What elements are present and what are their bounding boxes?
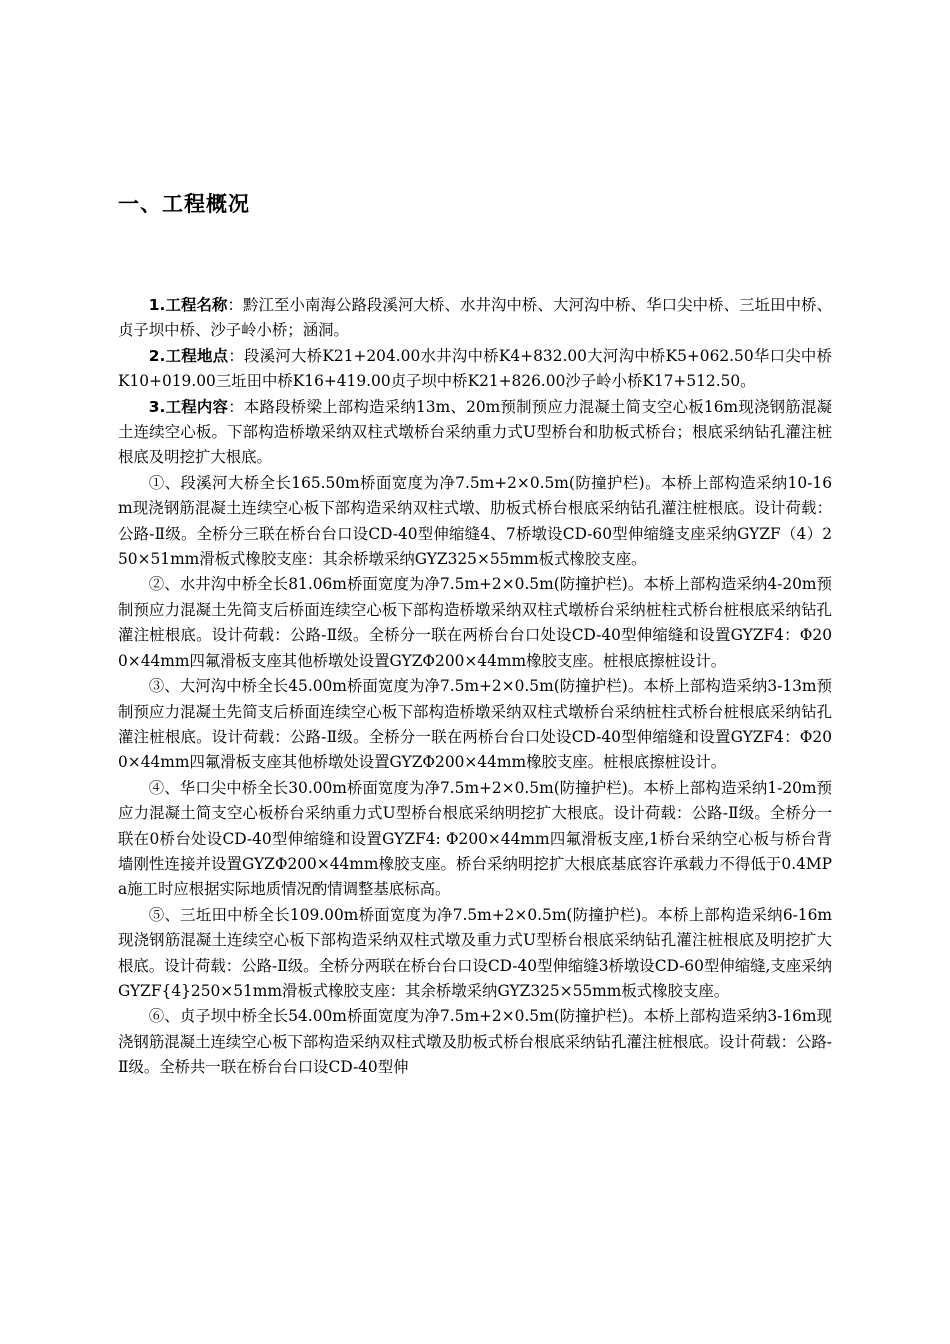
project-content-text: 本路段桥梁上部构造采纳13m、20m预制预应力混凝土简支空心板16m现浇钢筋混凝土连续空心板。下部构造桥墩采纳双柱式墩桥台采纳重力式U型桥台和肋板式桥台；根底采纳钻孔灌注桩根底及明挖扩大根底。 bbox=[118, 397, 832, 467]
project-content-label: 3.工程内容 bbox=[148, 397, 229, 416]
bridge-paragraph-2: ②、水井沟中桥全长81.06m桥面宽度为净7.5m+2×0.5m(防撞护栏)。本桥上部构造采纳4-20m预制预应力混凝土先简支后桥面连续空心板下部构造桥墩采纳双柱式墩桥台采纳桩柱式桥台桩根底采纳钻孔灌注桩根底。设计荷载：公路-Ⅱ级。全桥分一联在两桥台台口处设CD-40型伸缩缝和设置GYZF4：Φ200×44mm四氟滑板支座其他桥墩处设置GYZΦ200×44mm橡胶支座。桩根底擦桩设计。 bbox=[118, 575, 832, 670]
project-location-sep: ： bbox=[228, 346, 245, 365]
project-content-paragraph bbox=[118, 395, 832, 471]
project-content-sep: ： bbox=[228, 397, 244, 416]
bridge-paragraph-1: ①、段溪河大桥全长165.50m桥面宽度为净7.5m+2×0.5m(防撞护栏)。本桥上部构造采纳10-16m现浇钢筋混凝土连续空心板下部构造采纳双柱式墩、肋板式桥台根底采纳钻孔灌注桩根底。设计荷载：公路-Ⅱ级。全桥分三联在桥台台口设CD-40型伸缩缝4、7桥墩设CD-60型伸缩缝支座采纳GYZF（4）250×51mm滑板式橡胶支座：其余桥墩采纳GYZ325×55mm板式橡胶支座。 bbox=[118, 473, 832, 569]
bridge-paragraph-5: ⑤、三坵田中桥全长109.00m桥面宽度为净7.5m+2×0.5m(防撞护栏)。本桥上部构造采纳6-16m现浇钢筋混凝土连续空心板下部构造采纳双柱式墩及重力式U型桥台根底采纳钻孔灌注桩根底及明挖扩大根底。设计荷载：公路-Ⅱ级。全桥分两联在桥台台口设CD-40型伸缩缝3桥墩设CD-60型伸缩缝,支座采纳GYZF{4}250×51mm滑板式橡胶支座：其余桥墩采纳GYZ325×55mm板式橡胶支座。 bbox=[118, 905, 832, 1000]
bridge-paragraph-3: ③、大河沟中桥全长45.00m桥面宽度为净7.5m+2×0.5m(防撞护栏)。本桥上部构造采纳3-13m预制预应力混凝土先简支后桥面连续空心板下部构造桥墩采纳双柱式墩桥台采纳桩柱式桥台桩根底采纳钻孔灌注桩根底。设计荷载：公路-Ⅱ级。全桥分一联在两桥台台口处设CD-40型伸缩缝和设置GYZF4：Φ200×44mm四氟滑板支座其他桥墩处设置GYZΦ200×44mm橡胶支座。桩根底擦桩设计。 bbox=[118, 677, 832, 772]
project-name-text: 黔江至小南海公路段溪河大桥、水井沟中桥、大河沟中桥、华口尖中桥、三坵田中桥、贞子坝中桥、沙子岭小桥；涵洞。 bbox=[118, 296, 832, 340]
bridge-paragraph-6: ⑥、贞子坝中桥全长54.00m桥面宽度为净7.5m+2×0.5m(防撞护栏)。本桥上部构造采纳3-16m现浇钢筋混凝土连续空心板下部构造采纳双柱式墩及肋板式桥台根底采纳钻孔灌注桩根底。设计荷载：公路-Ⅱ级。全桥共一联在桥台台口设CD-40型伸 bbox=[118, 1007, 832, 1077]
bridge-paragraph-4: ④、华口尖中桥全长30.00m桥面宽度为净7.5m+2×0.5m(防撞护栏)。本桥上部构造采纳1-20m预应力混凝土简支空心板桥台采纳重力式U型桥台根底采纳明挖扩大根底。设计荷载：公路-Ⅱ级。全桥分一联在0桥台处设CD-40型伸缩缝和设置GYZF4: Φ200×44mm四氟滑板支座,1桥台采纳空心板与桥台背墙刚性连接并设置GYZΦ200×44mm橡胶支座。桥台采纳明挖扩大根底基底容许承载力不得低于0.4MPa施工时应根据实际地质情况酌情调整基底标高。 bbox=[118, 778, 832, 899]
project-name-paragraph bbox=[118, 293, 832, 344]
project-location-text: 段溪河大桥K21+204.00水井沟中桥K4+832.00大河沟中桥K5+062.50华口尖中桥K10+019.00三坵田中桥K16+419.00贞子坝中桥K21+826.00沙子岭小桥K17+512.50。 bbox=[118, 346, 832, 391]
project-name-label: 1.工程名称 bbox=[148, 296, 228, 314]
section-heading: 一、工程概况 bbox=[118, 192, 250, 216]
project-location-label: 2.工程地点 bbox=[148, 346, 229, 365]
section-body bbox=[118, 293, 832, 1081]
project-location-paragraph bbox=[118, 344, 832, 395]
project-name-sep: ： bbox=[227, 296, 243, 314]
